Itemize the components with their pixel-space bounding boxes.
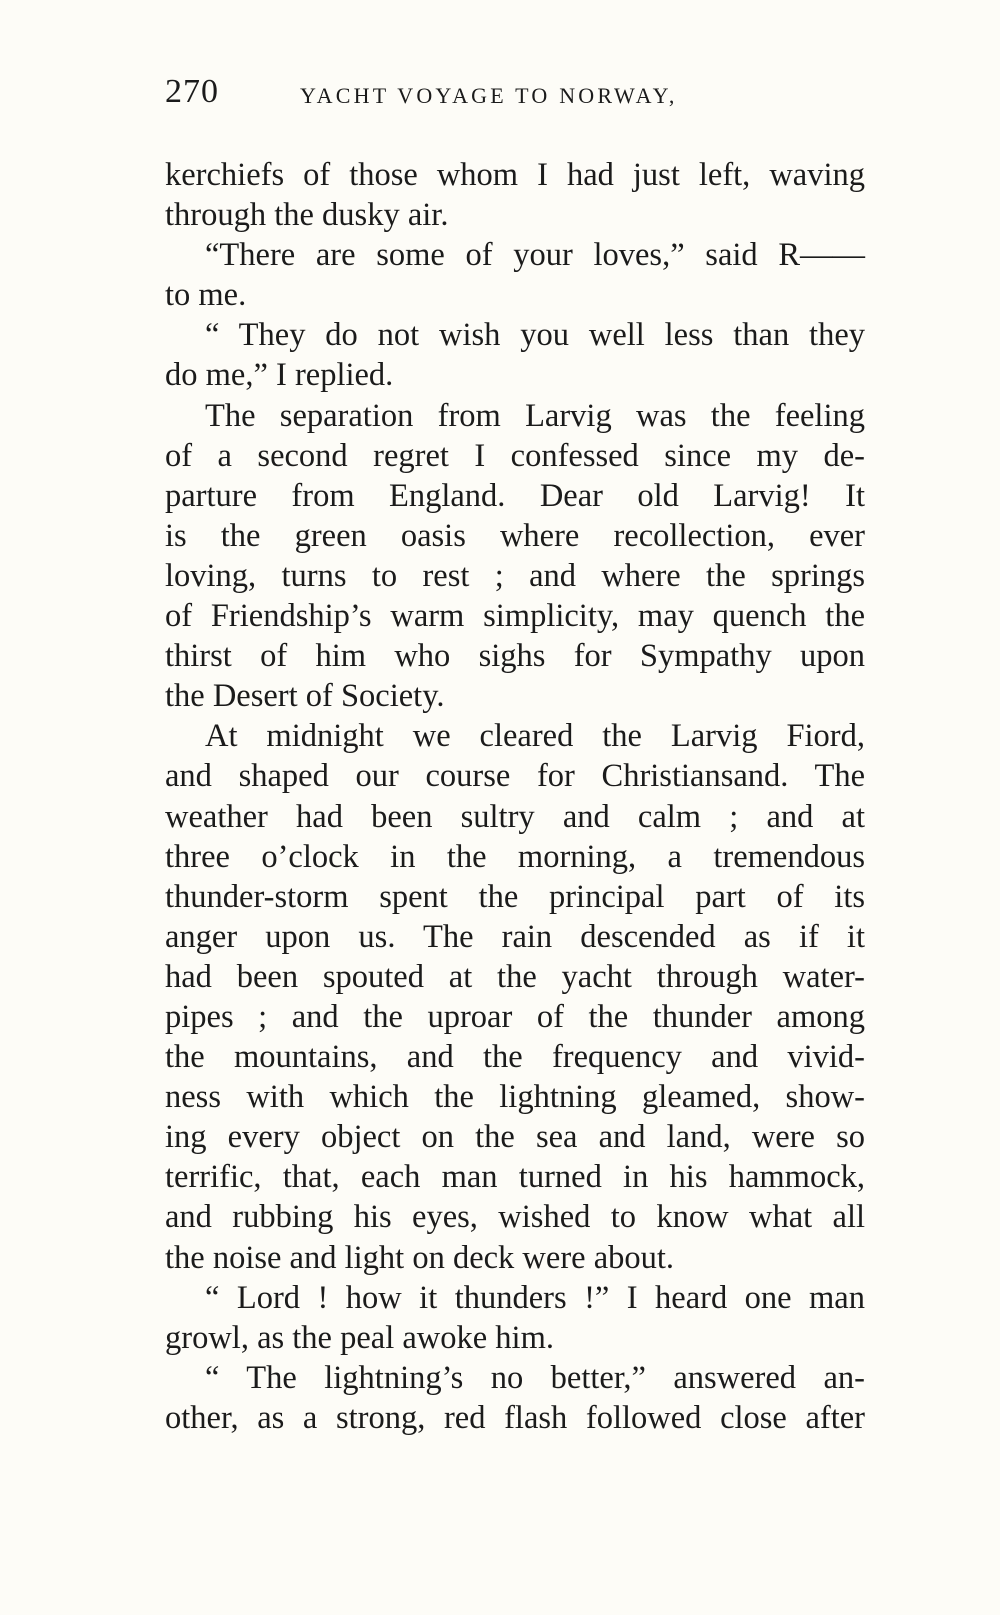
- text-line: At midnight we cleared the Larvig Fiord,: [205, 718, 865, 755]
- text-line: to me.: [165, 277, 247, 314]
- text-line: had been spouted at the yacht through water-: [165, 958, 865, 995]
- text-line: three o’clock in the morning, a tremendous: [165, 838, 865, 875]
- text-line: kerchiefs of those whom I had just left, waving: [165, 157, 865, 193]
- text-line: thirst of him who sighs for Sympathy upon: [165, 638, 865, 675]
- text-line: The separation from Larvig was the feeling: [205, 397, 865, 434]
- text-line: ness with which the lightning gleamed, show-: [165, 1079, 865, 1116]
- body-text: [165, 155, 865, 1438]
- text-line: “ They do not wish you well less than they: [205, 317, 865, 354]
- text-line: terrific, that, each man turned in his hammock,: [165, 1159, 865, 1196]
- text-line: is the green oasis where recollection, ever: [165, 517, 865, 554]
- text-line: the noise and light on deck were about.: [165, 1239, 675, 1276]
- text-line: do me,” I replied.: [165, 357, 394, 394]
- running-title: YACHT VOYAGE TO NORWAY,: [300, 83, 678, 108]
- text-line: “There are some of your loves,” said R——: [205, 237, 865, 274]
- text-line: the Desert of Society.: [165, 678, 445, 715]
- text-line: other, as a strong, red flash followed close after: [165, 1399, 865, 1436]
- text-line: “ Lord ! how it thunders !” I heard one man: [205, 1279, 865, 1316]
- text-line: anger upon us. The rain descended as if it: [165, 918, 865, 955]
- text-line: and rubbing his eyes, wished to know what all: [165, 1199, 865, 1236]
- text-line: of Friendship’s warm simplicity, may quench the: [165, 598, 865, 635]
- text-line: parture from England. Dear old Larvig! It: [165, 477, 865, 514]
- text-line: thunder-storm spent the principal part of its: [165, 878, 865, 915]
- text-line: growl, as the peal awoke him.: [165, 1319, 554, 1356]
- text-line: of a second regret I confessed since my de-: [165, 437, 865, 474]
- text-line: loving, turns to rest ; and where the springs: [165, 557, 865, 594]
- text-line: the mountains, and the frequency and vivid-: [165, 1039, 865, 1076]
- text-line: “ The lightning’s no better,” answered an-: [205, 1359, 865, 1396]
- text-line: and shaped our course for Christiansand. The: [165, 758, 865, 795]
- text-line: ing every object on the sea and land, were so: [165, 1119, 865, 1156]
- text-line: through the dusky air.: [165, 197, 449, 234]
- text-line: pipes ; and the uproar of the thunder among: [165, 998, 865, 1035]
- text-line: weather had been sultry and calm ; and at: [165, 798, 865, 835]
- page-number: 270: [165, 73, 219, 110]
